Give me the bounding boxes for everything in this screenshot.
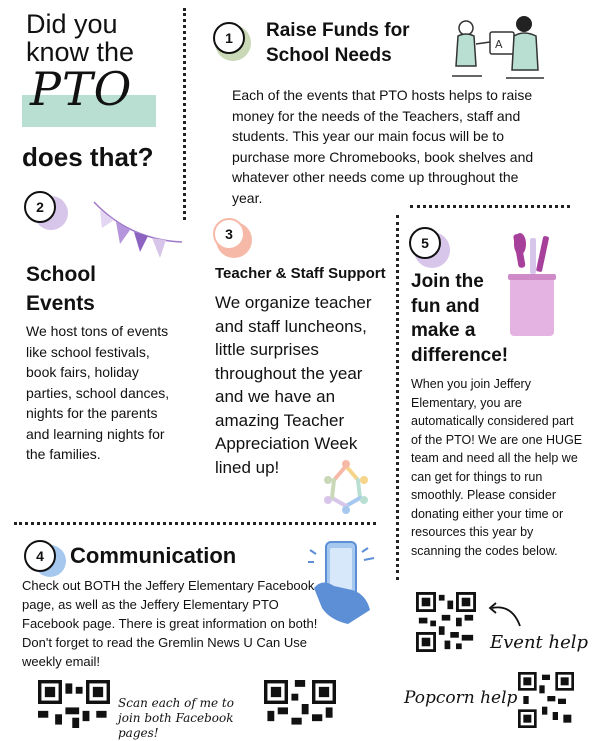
event-help-label: Event help <box>490 632 589 653</box>
section2-title: School Events <box>26 263 97 315</box>
svg-text:A: A <box>495 38 503 51</box>
pto-logo-text: PTO <box>30 62 133 116</box>
teamwork-circle-icon <box>316 458 376 514</box>
popcorn-help-qr-code[interactable] <box>516 672 576 728</box>
scan-note: Scan each of me to join both Facebook pages! <box>118 696 234 740</box>
section3-title: Teacher & Staff Support <box>215 265 386 282</box>
pto-facebook-qr-code[interactable] <box>264 680 336 728</box>
number-badge-5: 5 <box>409 227 441 259</box>
smartphone-hand-icon <box>304 538 384 628</box>
section1-body: Each of the events that PTO hosts helps to raise money for the needs of the Teachers, staff and students. This year our main focus will be to purchase more Chromebooks, book shelves and whatever other needs come up throughout the year. <box>232 87 534 206</box>
intro-line1: Did you <box>26 9 118 39</box>
number-badge-4: 4 <box>24 540 56 572</box>
section3-body: We organize teacher and staff luncheons, little surprises throughout the year and we have an amazing Teacher Appreciation Week lined up! <box>215 293 372 477</box>
teacher-student-illustration-icon <box>446 14 546 86</box>
section4-body: Check out BOTH the Jeffery Elementary Facebook page, as well as the Jeffery Elementary PTO Facebook page. There is great information on both! Don't forget to read the Gremlin News U Can Use weekly email! <box>22 578 318 669</box>
section2-body: We host tons of events like school festivals, book fairs, holiday parties, school dances, nights for the parents and learning nights for the families. <box>26 323 170 462</box>
section5-body: When you join Jeffery Elementary, you are automatically considered part of the PTO! We are one HUGE team and need all the help we can get for things to run smoothly. Please consider donating either your time or resources this year by scanning the codes below. <box>411 377 583 558</box>
kitchen-utensils-jar-icon <box>506 232 558 338</box>
section1-title: Raise Funds for School Needs <box>266 20 410 66</box>
popcorn-help-label: Popcorn help <box>404 688 518 708</box>
section5-title: Join the fun and make a difference! <box>411 271 509 366</box>
number-badge-1: 1 <box>213 22 245 54</box>
intro-line3: does that? <box>22 142 154 172</box>
divider-vertical-top <box>183 8 186 220</box>
arrow-to-qr-icon <box>484 600 524 630</box>
section4-title: Communication <box>70 543 237 568</box>
jeffery-facebook-qr-code[interactable] <box>38 680 110 728</box>
number-badge-3: 3 <box>213 218 245 250</box>
intro-heading <box>26 10 186 66</box>
bunting-flags-icon <box>90 200 186 262</box>
number-badge-2: 2 <box>24 191 56 223</box>
divider-horizontal-bottom <box>14 522 376 525</box>
event-help-qr-code[interactable] <box>416 592 476 652</box>
intro-line2: know the <box>26 37 135 67</box>
divider-vertical-right <box>396 215 399 580</box>
